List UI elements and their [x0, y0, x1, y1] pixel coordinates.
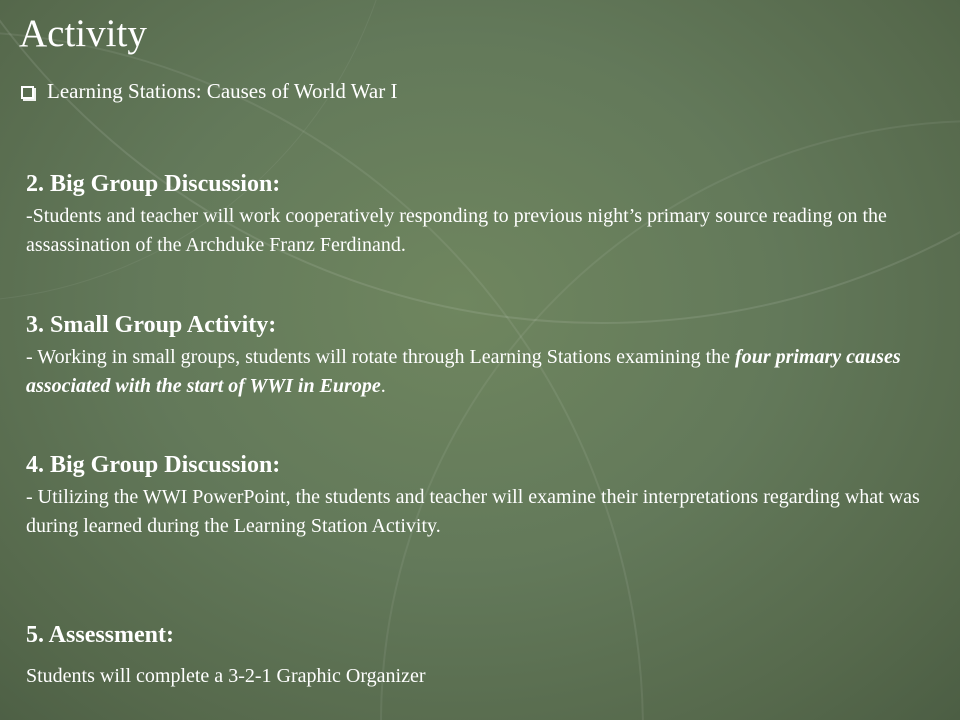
- section-small-group-activity: [26, 310, 946, 401]
- section-body-punctuation: .: [380, 375, 386, 397]
- slide-title: Activity: [19, 12, 147, 55]
- section-assessment: [26, 620, 946, 691]
- section-heading: 5. Assessment:: [26, 622, 174, 648]
- section-heading: 3. Small Group Activity:: [26, 312, 277, 338]
- section-body: [26, 343, 946, 401]
- section-heading: 2. Big Group Discussion:: [26, 171, 281, 197]
- section-body-text: - Working in small groups, students will rotate through Learning Stations examining the: [26, 346, 736, 368]
- section-body-emphasis: four primary causes associated with the start of WWI in Europe: [26, 346, 901, 397]
- subtitle-text: Learning Stations: Causes of World War I: [47, 78, 398, 103]
- section-big-group-discussion-2: [26, 450, 946, 541]
- section-body: - Utilizing the WWI PowerPoint, the students and teacher will examine their interpretations regarding what was during learned during the Learning Station Activity.: [26, 486, 920, 537]
- section-heading: 4. Big Group Discussion:: [26, 452, 281, 478]
- section-big-group-discussion-1: [26, 169, 946, 260]
- subtitle-bullet-row: [21, 78, 397, 104]
- checkbox-bullet-icon: [21, 86, 34, 99]
- section-body: Students will complete a 3-2-1 Graphic Organizer: [26, 665, 426, 687]
- section-body: -Students and teacher will work cooperatively responding to previous night’s primary source reading on the assassination of the Archduke Franz Ferdinand.: [26, 205, 887, 256]
